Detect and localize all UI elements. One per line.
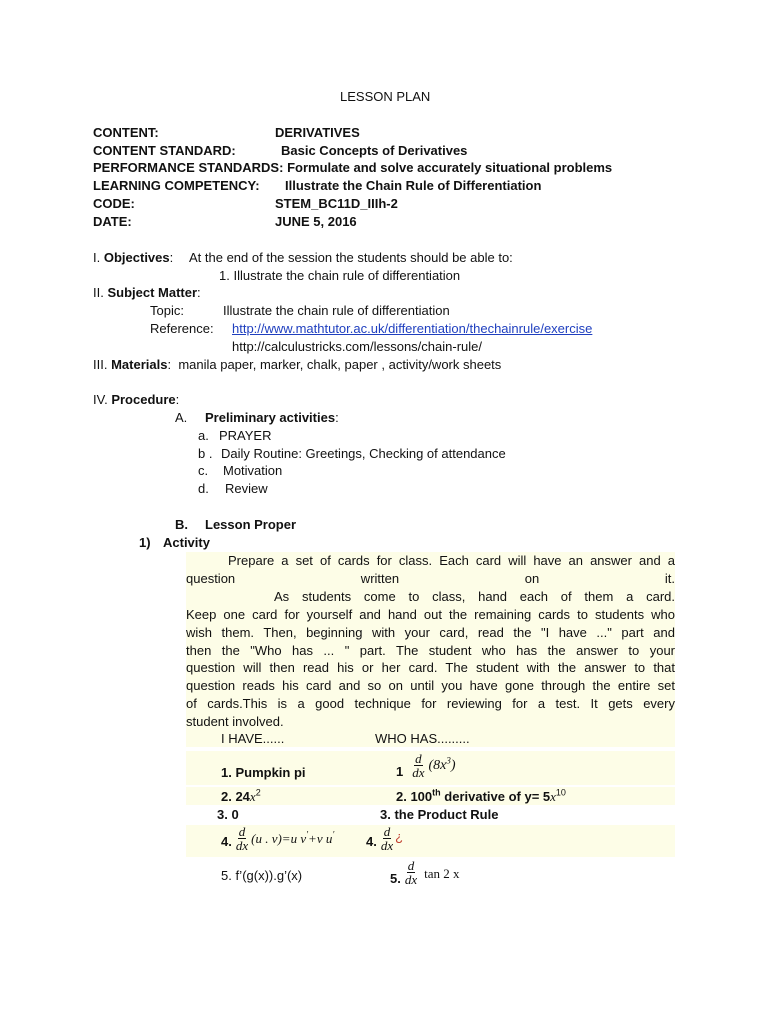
section-a-colon: : (335, 410, 339, 425)
row2-have-exp: 2 (255, 787, 261, 798)
row5-who-num: 5. (390, 871, 401, 886)
card-row-1-have: 1. Pumpkin pi (221, 765, 306, 780)
performance-standards (93, 160, 612, 176)
procedure-heading (93, 392, 179, 408)
date-value: JUNE 5, 2016 (275, 214, 357, 229)
content-value: DERIVATIVES (275, 125, 360, 140)
frac-den: dx (404, 872, 418, 887)
row2-who-rest: derivative of y= 5 (440, 789, 551, 804)
objective-item-1: 1. Illustrate the chain rule of differentiation (219, 268, 461, 283)
topic-label: Topic: (150, 303, 184, 318)
performance-label: PERFORMANCE STANDARDS: (93, 160, 284, 175)
competency-value: Illustrate the Chain Rule of Differentiation (285, 178, 542, 193)
subject-matter-label: Subject Matter (107, 285, 198, 300)
reference-link[interactable]: http://www.mathtutor.ac.uk/differentiation/thechainrule/ (232, 321, 544, 336)
row4-who-num: 4. (366, 834, 377, 849)
performance-value: Formulate and solve accurately situational problems (287, 160, 613, 175)
list-item-marker: d. (198, 481, 209, 496)
paragraph-line: wish them. Then, beginning with your card, read the "I have ..." part and (186, 624, 675, 640)
tan-expr: tan 2 x (424, 866, 460, 881)
section-b-label: Lesson Proper (205, 517, 297, 532)
expr-exp: 3 (446, 755, 451, 766)
row2-who-num: 2. 100 (396, 789, 433, 804)
procedure-prefix: IV. (93, 392, 108, 407)
expr-plus: +v u (308, 831, 333, 846)
materials-prefix: III. (93, 357, 108, 372)
expr-base: (8x (428, 758, 447, 773)
materials-value: manila paper, marker, chalk, paper , activity/work sheets (178, 357, 502, 372)
derivative-fraction (411, 752, 425, 779)
row2-who-var: x (550, 789, 556, 804)
frac-den: dx (380, 838, 394, 853)
paragraph-line: As students come to class, hand each of them a card. (186, 588, 675, 606)
expr-close: ) (450, 758, 456, 773)
frac-den: dx (235, 838, 249, 853)
frac-num: d (383, 824, 391, 839)
section-a-heading (205, 410, 339, 426)
card-row-1-who-num: 1 (396, 764, 404, 779)
objectives-prefix: I. (93, 250, 101, 265)
objectives-label: Objectives (103, 250, 170, 265)
competency-label: LEARNING COMPETENCY: (93, 178, 260, 193)
frac-num: d (238, 824, 246, 839)
row2-have-var: x (249, 789, 256, 804)
activity-paragraph (186, 552, 675, 731)
section-a-marker: A. (175, 410, 188, 425)
list-item: Review (225, 481, 268, 496)
frac-den: dx (412, 765, 425, 780)
list-item: Motivation (223, 463, 283, 478)
content-standard-value: Basic Concepts of Derivatives (281, 143, 468, 158)
row2-have-num: 2. 24 (221, 789, 250, 804)
list-item-marker: a. (198, 428, 209, 443)
paragraph-line: Prepare a set of cards for class. Each card will have an answer and a (186, 552, 675, 570)
objectives-intro: At the end of the session the students should be able to: (189, 250, 513, 265)
card-row-5-who (390, 859, 460, 886)
expr-prime-1: ' (306, 829, 309, 840)
activity-label: Activity (163, 535, 210, 550)
paragraph-line: student involved. (186, 713, 675, 731)
paragraph-line: of cards.This is a good technique for reviewing for a test. It gets every (186, 696, 675, 712)
card-row-1-who (396, 752, 456, 779)
inverted-question-glyph: ¿ (395, 829, 404, 844)
row4-have-num: 4. (221, 834, 232, 849)
who-has-header: WHO HAS......... (375, 731, 470, 746)
row2-who-exp: 10 (555, 787, 566, 798)
paragraph-line: question written on it. (186, 570, 675, 586)
list-item-marker: b . (198, 446, 213, 461)
subject-matter-heading (93, 285, 201, 301)
procedure-colon: : (175, 392, 180, 407)
paragraph-line: question will then read his or her card. The student with the answer to that (186, 660, 675, 676)
card-row-3-have: 3. 0 (217, 807, 239, 822)
content-standard-label: CONTENT STANDARD: (93, 143, 236, 158)
code-value: STEM_BC11D_IIIh-2 (275, 196, 398, 211)
subject-matter-colon: : (197, 285, 201, 300)
card-row-4-who (366, 825, 403, 852)
paragraph-line: Keep one card for yourself and hand out the remaining cards to students who (186, 606, 675, 622)
card-row-3-who: 3. the Product Rule (380, 807, 499, 822)
derivative-fraction (235, 825, 249, 852)
section-b-marker: B. (175, 517, 188, 532)
row2-who-sup: th (432, 787, 441, 798)
section-a-label: Preliminary activities (205, 410, 336, 425)
card-row-2-who (396, 789, 566, 805)
reference-line-2: http://calculustricks.com/lessons/chain-rule/ (232, 339, 482, 354)
derivative-fraction (404, 859, 418, 886)
materials-label: Materials (111, 357, 168, 372)
list-item-marker: c. (198, 463, 209, 478)
procedure-label: Procedure (111, 392, 176, 407)
objectives-colon: : (169, 250, 174, 265)
page-title: LESSON PLAN (340, 89, 431, 104)
content-label: CONTENT: (93, 125, 159, 140)
list-item: Daily Routine: Greetings, Checking of attendance (221, 446, 506, 461)
expr-prime-2: ' (332, 829, 335, 840)
date-label: DATE: (93, 214, 132, 229)
materials-colon: : (167, 357, 172, 372)
subject-matter-prefix: II. (93, 285, 104, 300)
activity-marker: 1) (139, 535, 151, 550)
reference-line-1 (232, 321, 592, 337)
i-have-header: I HAVE...... (221, 731, 285, 746)
card-row-5-have: 5. f’(g(x)).g’(x) (221, 868, 303, 883)
topic-value: Illustrate the chain rule of differentiation (223, 303, 450, 318)
reference-link-tail[interactable]: exercise (543, 321, 593, 336)
card-row-2-have (221, 789, 261, 805)
frac-num: d (407, 858, 415, 873)
paragraph-line: then the "Who has ... " part. The student who has the answer to your (186, 642, 675, 658)
card-row-1-who-expr (428, 755, 456, 773)
paragraph-line: question reads his card and so on until you have gone through the entire set (186, 678, 675, 694)
reference-label: Reference: (150, 321, 214, 336)
derivative-fraction (380, 825, 394, 852)
code-label: CODE: (93, 196, 135, 211)
objectives-heading (93, 250, 173, 266)
product-rule-expr (251, 829, 335, 846)
materials-line (93, 357, 501, 373)
expr-main: (u . v)=u v (251, 831, 307, 846)
card-row-4-have (221, 825, 334, 852)
list-item: PRAYER (219, 428, 272, 443)
frac-num: d (415, 751, 422, 766)
